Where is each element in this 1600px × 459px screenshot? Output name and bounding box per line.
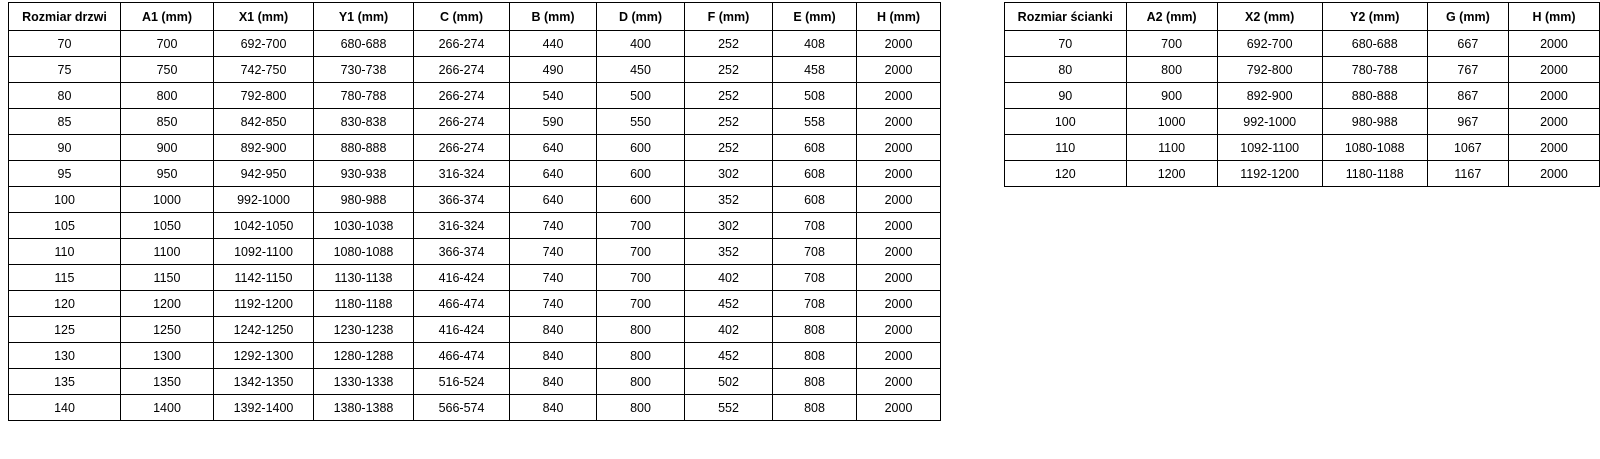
wall-table-cell: 1200 (1126, 161, 1217, 187)
door-table-cell: 400 (597, 31, 685, 57)
door-table-cell: 740 (510, 213, 597, 239)
door-table-cell: 800 (121, 83, 214, 109)
door-table-cell: 608 (773, 161, 857, 187)
door-table-cell: 740 (510, 239, 597, 265)
table-row (9, 343, 941, 369)
door-table-cell: 2000 (857, 239, 941, 265)
door-table-cell: 90 (9, 135, 121, 161)
door-table-cell: 730-738 (314, 57, 414, 83)
wall-size-table-container (1004, 2, 1600, 187)
wall-table-cell: 1000 (1126, 109, 1217, 135)
door-table-cell: 1230-1238 (314, 317, 414, 343)
door-table-cell: 366-374 (414, 187, 510, 213)
door-table-cell: 352 (685, 187, 773, 213)
door-table-cell: 352 (685, 239, 773, 265)
door-table-cell: 942-950 (214, 161, 314, 187)
table-row (9, 187, 941, 213)
door-table-cell: 2000 (857, 31, 941, 57)
door-table-cell: 608 (773, 187, 857, 213)
door-table-cell: 105 (9, 213, 121, 239)
door-table-cell: 1142-1150 (214, 265, 314, 291)
door-table-cell: 266-274 (414, 109, 510, 135)
door-table-cell: 466-474 (414, 291, 510, 317)
door-table-cell: 708 (773, 291, 857, 317)
door-table-cell: 95 (9, 161, 121, 187)
door-table-cell: 110 (9, 239, 121, 265)
table-row (9, 57, 941, 83)
table-row (9, 135, 941, 161)
wall-table-cell: 1092-1100 (1217, 135, 1322, 161)
door-table-cell: 2000 (857, 317, 941, 343)
wall-table-cell: 1180-1188 (1322, 161, 1427, 187)
table-row (1005, 83, 1600, 109)
wall-table-cell: 110 (1005, 135, 1127, 161)
door-table-cell: 700 (597, 239, 685, 265)
door-table-cell: 992-1000 (214, 187, 314, 213)
door-table-cell: 502 (685, 369, 773, 395)
door-size-table (8, 2, 941, 421)
door-table-cell: 600 (597, 161, 685, 187)
door-table-cell: 700 (597, 291, 685, 317)
wall-table-cell: 867 (1427, 83, 1508, 109)
door-table-cell: 266-274 (414, 31, 510, 57)
door-table-cell: 808 (773, 317, 857, 343)
door-table-cell: 1130-1138 (314, 265, 414, 291)
door-table-cell: 2000 (857, 187, 941, 213)
door-table-cell: 708 (773, 265, 857, 291)
door-table-cell: 708 (773, 213, 857, 239)
door-table-cell: 70 (9, 31, 121, 57)
wall-table-cell: 780-788 (1322, 57, 1427, 83)
door-table-cell: 1042-1050 (214, 213, 314, 239)
door-table-cell: 608 (773, 135, 857, 161)
door-table-cell: 930-938 (314, 161, 414, 187)
door-table-cell: 600 (597, 135, 685, 161)
door-table-cell: 1380-1388 (314, 395, 414, 421)
wall-table-cell: 90 (1005, 83, 1127, 109)
door-table-cell: 600 (597, 187, 685, 213)
door-table-cell: 800 (597, 369, 685, 395)
door-table-body (9, 31, 941, 421)
door-table-cell: 458 (773, 57, 857, 83)
door-table-cell: 750 (121, 57, 214, 83)
door-table-cell: 452 (685, 291, 773, 317)
wall-table-cell: 1192-1200 (1217, 161, 1322, 187)
wall-table-cell: 700 (1126, 31, 1217, 57)
wall-table-column-header: Rozmiar ścianki (1005, 3, 1127, 31)
wall-table-cell: 1100 (1126, 135, 1217, 161)
table-header-row (9, 3, 941, 31)
table-row (9, 161, 941, 187)
wall-table-cell: 967 (1427, 109, 1508, 135)
door-table-cell: 1392-1400 (214, 395, 314, 421)
door-table-cell: 100 (9, 187, 121, 213)
door-table-cell: 115 (9, 265, 121, 291)
door-table-cell: 80 (9, 83, 121, 109)
door-table-column-header: D (mm) (597, 3, 685, 31)
door-table-cell: 500 (597, 83, 685, 109)
wall-table-cell: 70 (1005, 31, 1127, 57)
wall-table-cell: 1067 (1427, 135, 1508, 161)
door-table-cell: 508 (773, 83, 857, 109)
door-table-cell: 552 (685, 395, 773, 421)
door-table-cell: 252 (685, 109, 773, 135)
wall-table-cell: 2000 (1508, 31, 1599, 57)
wall-table-body (1005, 31, 1600, 187)
door-table-cell: 1300 (121, 343, 214, 369)
door-table-cell: 1200 (121, 291, 214, 317)
door-table-column-header: Y1 (mm) (314, 3, 414, 31)
door-table-cell: 792-800 (214, 83, 314, 109)
table-header-row (1005, 3, 1600, 31)
wall-table-cell: 892-900 (1217, 83, 1322, 109)
door-table-cell: 2000 (857, 265, 941, 291)
wall-table-cell: 667 (1427, 31, 1508, 57)
door-table-cell: 742-750 (214, 57, 314, 83)
door-table-cell: 252 (685, 57, 773, 83)
door-table-column-header: C (mm) (414, 3, 510, 31)
table-row (1005, 161, 1600, 187)
door-table-cell: 800 (597, 343, 685, 369)
wall-table-cell: 692-700 (1217, 31, 1322, 57)
door-table-cell: 842-850 (214, 109, 314, 135)
door-table-cell: 1100 (121, 239, 214, 265)
door-table-cell: 416-424 (414, 317, 510, 343)
door-table-cell: 692-700 (214, 31, 314, 57)
door-table-column-header: X1 (mm) (214, 3, 314, 31)
wall-table-cell: 120 (1005, 161, 1127, 187)
wall-table-cell: 900 (1126, 83, 1217, 109)
door-table-cell: 1400 (121, 395, 214, 421)
door-table-cell: 880-888 (314, 135, 414, 161)
door-table-cell: 1092-1100 (214, 239, 314, 265)
door-table-cell: 366-374 (414, 239, 510, 265)
door-table-cell: 1280-1288 (314, 343, 414, 369)
door-size-table-container (8, 2, 941, 421)
door-table-cell: 1292-1300 (214, 343, 314, 369)
door-table-cell: 566-574 (414, 395, 510, 421)
table-row (9, 395, 941, 421)
door-table-cell: 1250 (121, 317, 214, 343)
wall-table-cell: 100 (1005, 109, 1127, 135)
door-table-cell: 402 (685, 317, 773, 343)
table-row (9, 317, 941, 343)
wall-table-cell: 1167 (1427, 161, 1508, 187)
door-table-column-header: H (mm) (857, 3, 941, 31)
table-row (9, 213, 941, 239)
door-table-cell: 130 (9, 343, 121, 369)
door-table-cell: 85 (9, 109, 121, 135)
door-table-cell: 466-474 (414, 343, 510, 369)
door-table-cell: 2000 (857, 369, 941, 395)
door-table-cell: 302 (685, 213, 773, 239)
door-table-cell: 266-274 (414, 57, 510, 83)
door-table-cell: 516-524 (414, 369, 510, 395)
door-table-cell: 440 (510, 31, 597, 57)
door-table-cell: 252 (685, 83, 773, 109)
door-table-cell: 740 (510, 265, 597, 291)
door-table-cell: 840 (510, 343, 597, 369)
door-table-cell: 700 (121, 31, 214, 57)
door-table-cell: 408 (773, 31, 857, 57)
door-table-cell: 120 (9, 291, 121, 317)
door-table-cell: 800 (597, 317, 685, 343)
wall-table-cell: 2000 (1508, 57, 1599, 83)
door-table-cell: 1000 (121, 187, 214, 213)
door-table-cell: 452 (685, 343, 773, 369)
table-row (1005, 109, 1600, 135)
door-table-column-header: Rozmiar drzwi (9, 3, 121, 31)
door-table-cell: 2000 (857, 161, 941, 187)
door-table-cell: 950 (121, 161, 214, 187)
door-table-cell: 892-900 (214, 135, 314, 161)
door-table-cell: 2000 (857, 57, 941, 83)
door-table-cell: 266-274 (414, 135, 510, 161)
wall-table-cell: 2000 (1508, 161, 1599, 187)
door-table-cell: 2000 (857, 83, 941, 109)
door-table-cell: 316-324 (414, 213, 510, 239)
door-table-cell: 125 (9, 317, 121, 343)
door-table-cell: 75 (9, 57, 121, 83)
door-table-cell: 550 (597, 109, 685, 135)
door-table-cell: 1150 (121, 265, 214, 291)
door-table-cell: 700 (597, 213, 685, 239)
door-table-cell: 402 (685, 265, 773, 291)
wall-table-cell: 2000 (1508, 109, 1599, 135)
wall-table-cell: 800 (1126, 57, 1217, 83)
door-table-cell: 808 (773, 395, 857, 421)
wall-table-column-header: H (mm) (1508, 3, 1599, 31)
door-table-cell: 1192-1200 (214, 291, 314, 317)
door-table-cell: 1342-1350 (214, 369, 314, 395)
door-table-column-header: B (mm) (510, 3, 597, 31)
door-table-cell: 1030-1038 (314, 213, 414, 239)
door-table-cell: 800 (597, 395, 685, 421)
wall-table-cell: 880-888 (1322, 83, 1427, 109)
wall-table-column-header: G (mm) (1427, 3, 1508, 31)
wall-table-cell: 992-1000 (1217, 109, 1322, 135)
door-table-cell: 980-988 (314, 187, 414, 213)
table-row (9, 83, 941, 109)
door-table-cell: 2000 (857, 109, 941, 135)
door-table-cell: 850 (121, 109, 214, 135)
wall-size-table (1004, 2, 1600, 187)
door-table-cell: 840 (510, 317, 597, 343)
door-table-cell: 590 (510, 109, 597, 135)
door-table-cell: 2000 (857, 291, 941, 317)
door-table-cell: 140 (9, 395, 121, 421)
door-table-column-header: A1 (mm) (121, 3, 214, 31)
door-table-cell: 416-424 (414, 265, 510, 291)
door-table-cell: 450 (597, 57, 685, 83)
door-table-cell: 680-688 (314, 31, 414, 57)
door-table-cell: 700 (597, 265, 685, 291)
door-table-cell: 2000 (857, 135, 941, 161)
door-table-cell: 640 (510, 135, 597, 161)
door-table-cell: 808 (773, 343, 857, 369)
table-row (9, 239, 941, 265)
table-row (1005, 57, 1600, 83)
door-table-cell: 252 (685, 135, 773, 161)
wall-table-cell: 2000 (1508, 83, 1599, 109)
door-table-cell: 830-838 (314, 109, 414, 135)
door-table-cell: 840 (510, 369, 597, 395)
door-table-cell: 1330-1338 (314, 369, 414, 395)
door-table-cell: 840 (510, 395, 597, 421)
table-row (1005, 135, 1600, 161)
door-table-cell: 900 (121, 135, 214, 161)
wall-table-cell: 680-688 (1322, 31, 1427, 57)
wall-table-cell: 2000 (1508, 135, 1599, 161)
wall-table-cell: 792-800 (1217, 57, 1322, 83)
door-table-cell: 1180-1188 (314, 291, 414, 317)
door-table-column-header: E (mm) (773, 3, 857, 31)
wall-table-cell: 767 (1427, 57, 1508, 83)
door-table-cell: 2000 (857, 213, 941, 239)
door-table-cell: 490 (510, 57, 597, 83)
door-table-cell: 708 (773, 239, 857, 265)
door-table-cell: 266-274 (414, 83, 510, 109)
wall-table-cell: 1080-1088 (1322, 135, 1427, 161)
door-table-cell: 302 (685, 161, 773, 187)
door-table-cell: 2000 (857, 343, 941, 369)
wall-table-cell: 80 (1005, 57, 1127, 83)
wall-table-column-header: A2 (mm) (1126, 3, 1217, 31)
door-table-cell: 252 (685, 31, 773, 57)
door-table-cell: 2000 (857, 395, 941, 421)
door-table-cell: 780-788 (314, 83, 414, 109)
table-row (9, 31, 941, 57)
door-table-cell: 316-324 (414, 161, 510, 187)
wall-table-cell: 980-988 (1322, 109, 1427, 135)
door-table-header (9, 3, 941, 31)
door-table-cell: 1350 (121, 369, 214, 395)
table-row (1005, 31, 1600, 57)
wall-table-header (1005, 3, 1600, 31)
wall-table-column-header: X2 (mm) (1217, 3, 1322, 31)
door-table-cell: 540 (510, 83, 597, 109)
wall-table-column-header: Y2 (mm) (1322, 3, 1427, 31)
door-table-column-header: F (mm) (685, 3, 773, 31)
door-table-cell: 1080-1088 (314, 239, 414, 265)
door-table-cell: 808 (773, 369, 857, 395)
door-table-cell: 740 (510, 291, 597, 317)
door-table-cell: 1242-1250 (214, 317, 314, 343)
door-table-cell: 135 (9, 369, 121, 395)
door-table-cell: 640 (510, 161, 597, 187)
door-table-cell: 558 (773, 109, 857, 135)
table-row (9, 369, 941, 395)
table-row (9, 265, 941, 291)
table-row (9, 291, 941, 317)
table-row (9, 109, 941, 135)
door-table-cell: 1050 (121, 213, 214, 239)
door-table-cell: 640 (510, 187, 597, 213)
